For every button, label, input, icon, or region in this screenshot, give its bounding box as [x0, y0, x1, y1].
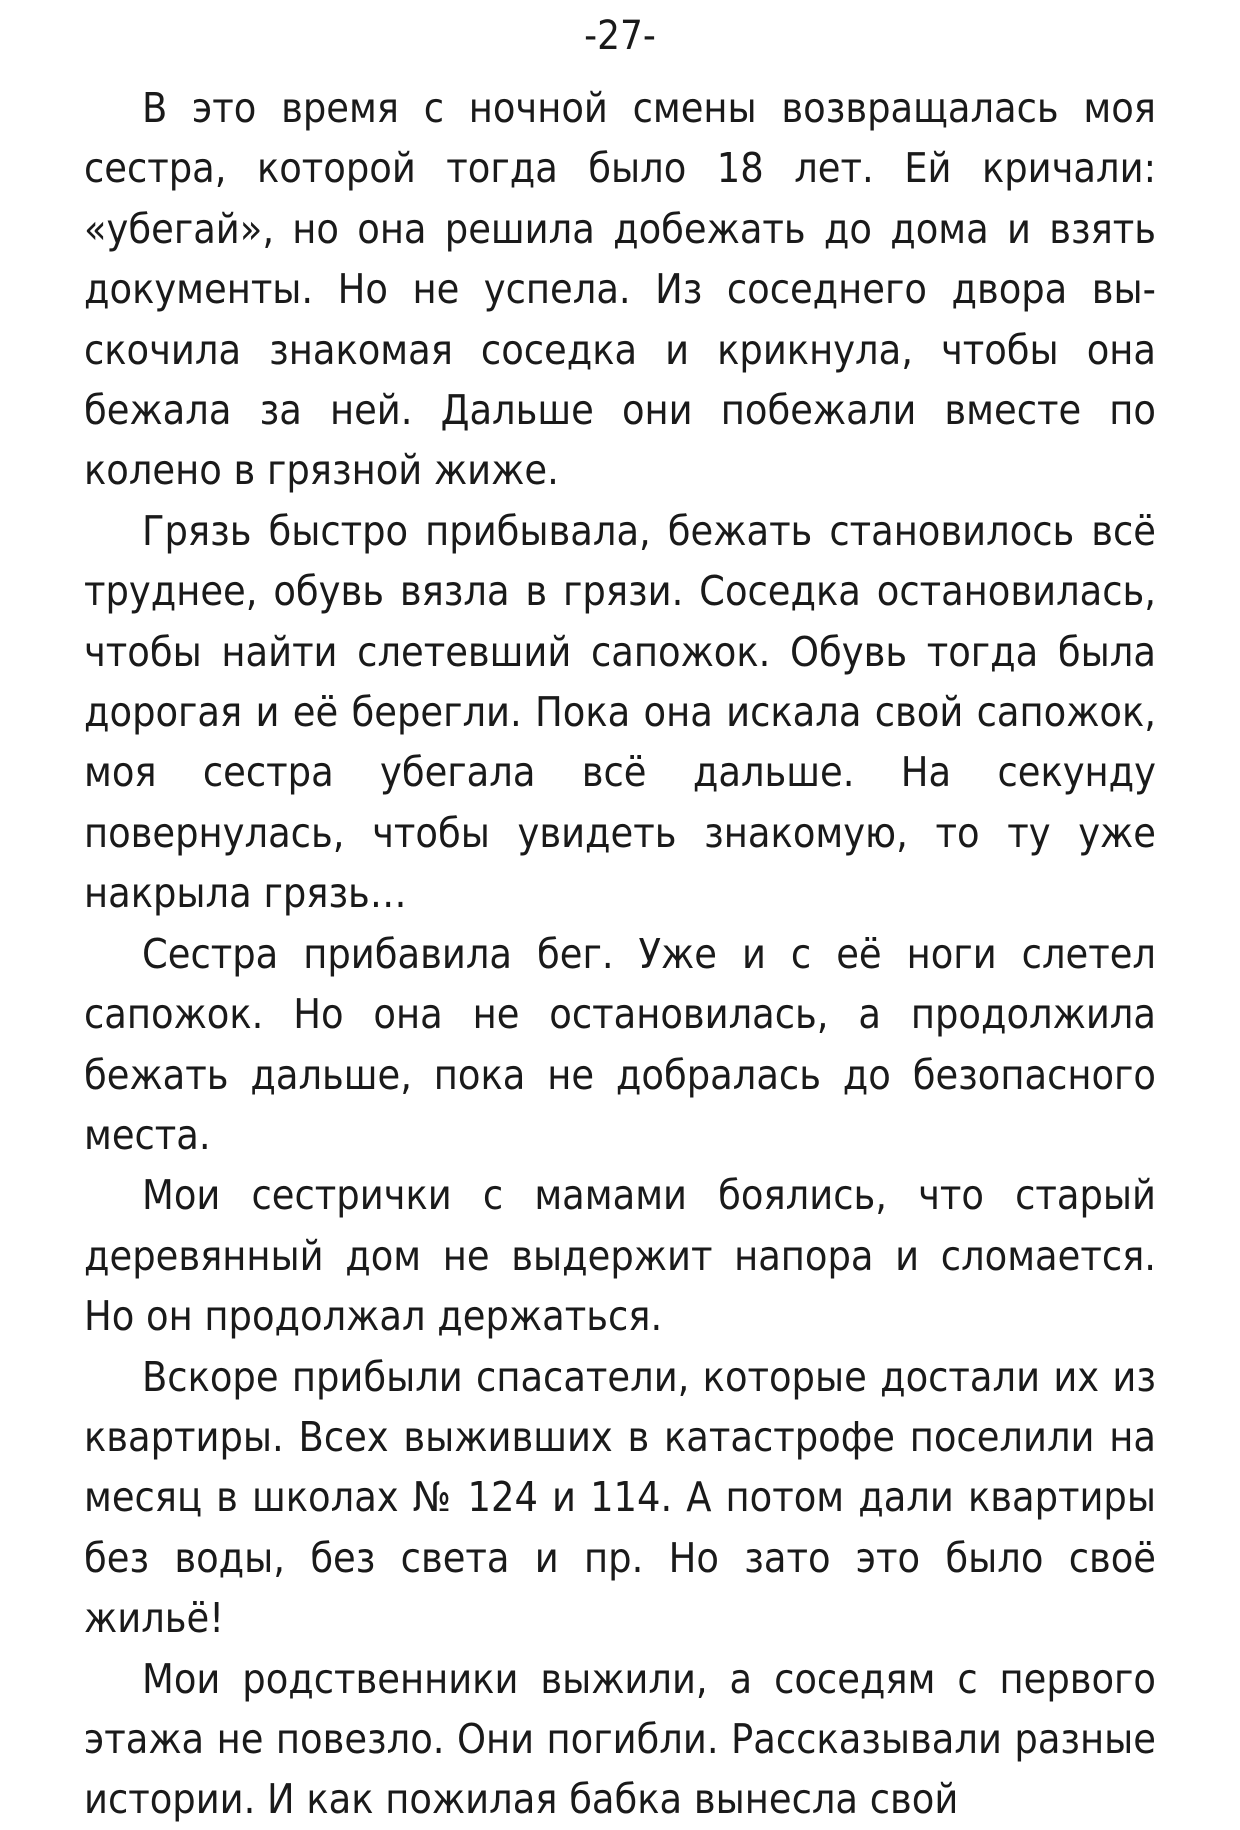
paragraph: Сестра прибавила бег. Уже и с её ноги слетел сапожок. Но она не остановилась, а продолжила бежать дальше, пока не добралась до безопасного места. — [84, 929, 1156, 1159]
page-body — [84, 78, 1156, 1830]
paragraph: Вскоре прибыли спасатели, которые достали их из квартиры. Всех выживших в катастрофе поселили на месяц в школах № 124 и 114. А потом дали квартиры без воды, без света и пр. Но зато это было своё жильё! — [84, 1352, 1156, 1643]
page-number: -27- — [584, 13, 656, 59]
paragraph: Мои родственники выжили, а соседям с первого этажа не повезло. Они погибли. Рассказывали разные истории. И как пожилая бабка вынесла свой — [84, 1654, 1156, 1824]
paragraph: В это время с ночной смены возвращалась моя сестра, которой тогда было 18 лет. Ей кричали: «убегай», но она решила добежать до дома и взять документы. Но не успела. Из соседнего двора выскочила знакомая соседка и крикнула, чтобы она бежала за ней. Дальше они побежали вместе по колено в грязной жиже. — [84, 84, 1156, 495]
paragraph: Грязь быстро прибывала, бежать становилось всё труднее, обувь вязла в грязи. Соседка остановилась, чтобы найти слетевший сапожок. Обувь тогда была дорогая и её берегли. Пока она искала свой сапожок, моя сестра убегала всё дальше. На секунду повернулась, чтобы увидеть знакомую, то ту уже накрыла грязь… — [84, 506, 1156, 918]
paragraph: Мои сестрички с мамами боялись, что старый деревянный дом не выдержит напора и сломается. Но он продолжал держаться. — [84, 1171, 1156, 1341]
